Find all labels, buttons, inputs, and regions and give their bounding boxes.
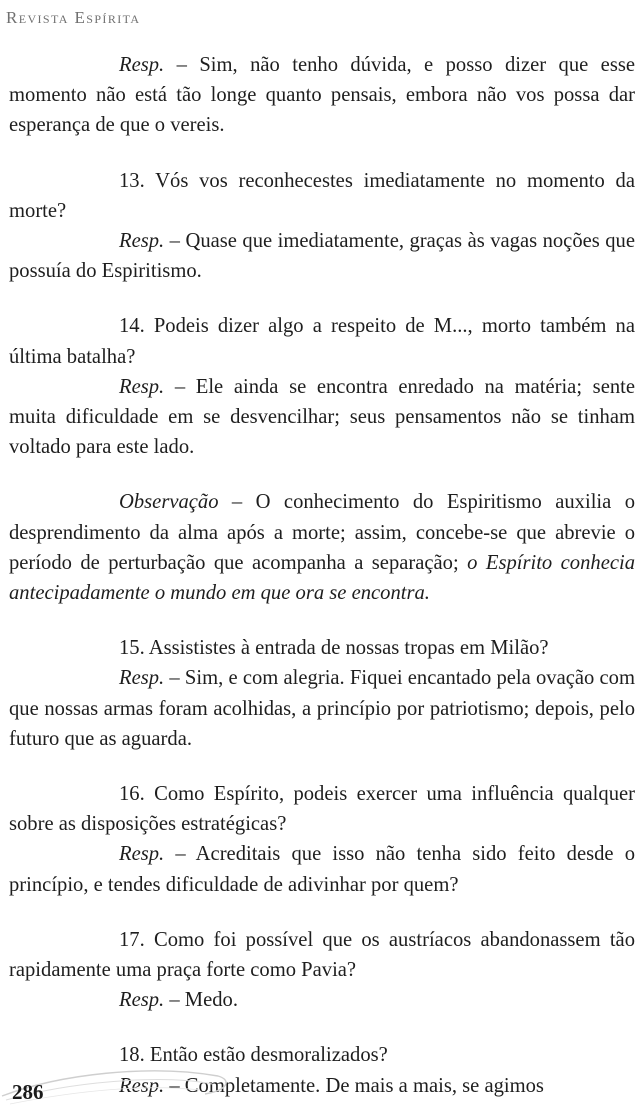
paragraph-answer [9,372,635,463]
paragraph-observation [9,487,635,608]
paragraph-question-14 [9,311,635,371]
body-text [9,50,635,1101]
resp-label: Resp. [119,375,165,398]
resp-label: Resp. [119,843,165,866]
paragraph-text: 14. Podeis dizer algo a respeito de M..., morto também na última batalha? [9,315,635,368]
paragraph-answer [9,839,635,899]
page-number: 286 [12,1080,44,1104]
resp-label: Resp. [119,230,165,253]
resp-label: Resp. [119,667,165,690]
paragraph-text: – Completamente. De mais a mais, se agimos [164,1074,544,1097]
paragraph-text: – Medo. [164,989,238,1012]
paragraph-text: 16. Como Espírito, podeis exercer uma influência qualquer sobre as disposições estratégicas? [9,783,635,836]
paragraph-answer [9,663,635,754]
running-head: Revista Espírita [6,8,141,27]
paragraph-text: – Sim, e com alegria. Fiquei encantado pela ovação com que nossas armas foram acolhidas, a princípio por patriotismo; depois, pelo futuro que as aguarda. [9,667,635,750]
paragraph-answer [9,985,635,1015]
paragraph-answer [9,226,635,286]
paragraph-question-16 [9,779,635,839]
paragraph-text: – Ele ainda se encontra enredado na matéria; sente muita dificuldade em se desvencilhar; seus pensamentos não se tinham voltado para este lado. [9,375,635,459]
paragraph-text: – O conhecimento do Espiritismo auxilia o desprendimento da alma após a morte; assim, concebe-se que abrevie o período de perturbação que acompanha a separação; [9,491,635,574]
observation-label: Observação [119,491,219,514]
resp-label: Resp. [119,1074,165,1097]
paragraph-question-15 [9,633,635,663]
paragraph-question-13 [9,166,635,226]
observation-emphasis: o Espírito conhecia antecipadamente o mundo em que ora se encontra. [9,551,635,605]
paragraph-text: – Sim, não tenho dúvida, e posso dizer que esse momento não está tão longe quanto pensais, embora não vos possa dar esperança de que o vereis. [9,54,635,137]
paragraph-text: – Acreditais que isso não tenha sido feito desde o princípio, e tendes dificuldade de adivinhar por quem? [9,843,635,896]
resp-label: Resp. [119,54,165,76]
paragraph-text: 18. Então estão desmoralizados? [119,1044,388,1067]
paragraph-answer [9,50,635,141]
paragraph-text: 17. Como foi possível que os austríacos abandonassem tão rapidamente uma praça forte como Pavia? [9,928,635,982]
resp-label: Resp. [119,989,165,1012]
paragraph-text: 13. Vós vos reconhecestes imediatamente no momento da morte? [9,169,635,222]
paragraph-text: 15. Assististes à entrada de nossas tropas em Milão? [119,637,549,660]
paragraph-text: – Quase que imediatamente, graças às vagas noções que possuía do Espiritismo. [9,230,635,283]
paragraph-question-17 [9,925,635,985]
